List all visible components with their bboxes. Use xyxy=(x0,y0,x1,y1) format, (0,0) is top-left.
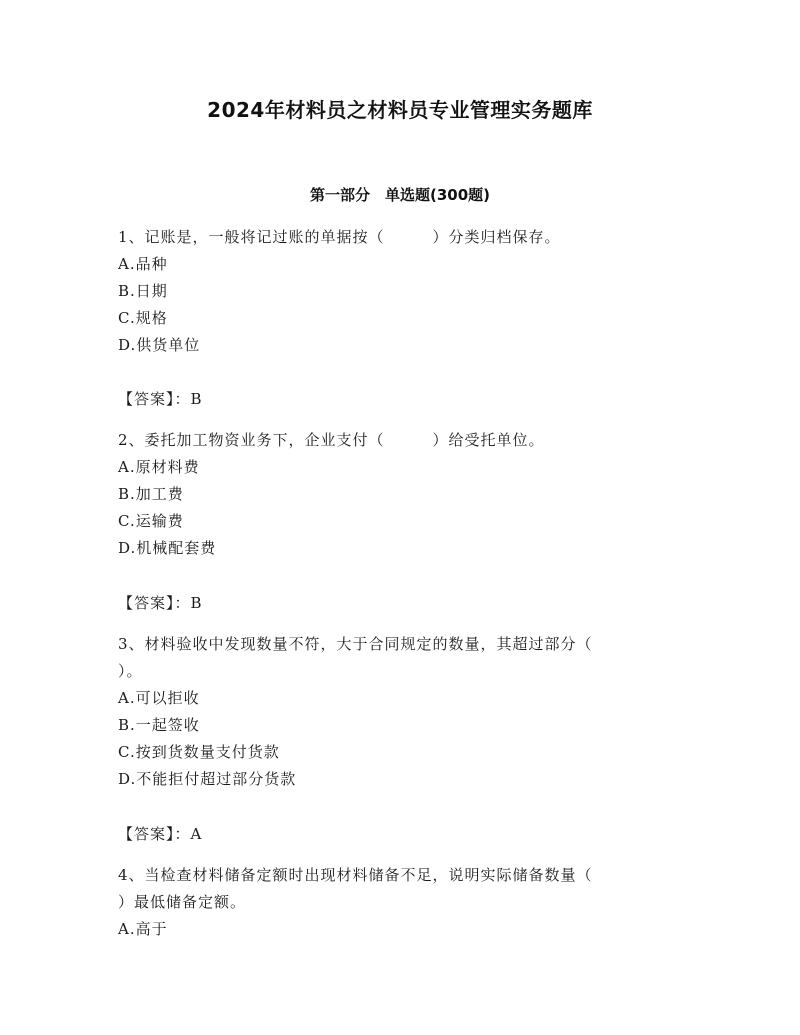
question-1-stem: 1、记账是，一般将记过账的单据按（ ）分类归档保存。 xyxy=(118,228,561,246)
question-2-option-d: D.机械配套费 xyxy=(118,539,217,557)
question-1-option-b: B.日期 xyxy=(118,282,168,300)
question-3-option-d: D.不能拒付超过部分货款 xyxy=(118,770,297,788)
question-3-stem-line-1: 3、材料验收中发现数量不符，大于合同规定的数量，其超过部分（ xyxy=(118,635,593,653)
question-3-stem-line-2: ）。 xyxy=(118,662,143,680)
question-4-stem-line-1: 4、当检查材料储备定额时出现材料储备不足，说明实际储备数量（ xyxy=(118,866,593,884)
document-title: 2024年材料员之材料员专业管理实务题库 xyxy=(207,98,593,122)
question-2-answer: 【答案】：B xyxy=(118,594,203,612)
question-2-stem: 2、委托加工物资业务下，企业支付（ ）给受托单位。 xyxy=(118,431,545,449)
section-title: 第一部分 单选题(300题) xyxy=(309,186,491,204)
question-2-option-b: B.加工费 xyxy=(118,485,184,503)
question-3-option-c: C.按到货数量支付货款 xyxy=(118,743,280,761)
question-3-option-a: A.可以拒收 xyxy=(118,689,200,707)
question-3-answer: 【答案】：A xyxy=(118,825,203,843)
question-4-option-a: A.高于 xyxy=(118,920,168,938)
question-4-stem-line-2: ）最低储备定额。 xyxy=(118,893,247,911)
question-1-option-c: C.规格 xyxy=(118,309,168,327)
question-1-answer: 【答案】：B xyxy=(118,390,203,408)
question-1-option-d: D.供货单位 xyxy=(118,336,201,354)
question-2-option-c: C.运输费 xyxy=(118,512,184,530)
question-2-option-a: A.原材料费 xyxy=(118,458,200,476)
question-1-option-a: A.品种 xyxy=(118,255,168,273)
question-3-option-b: B.一起签收 xyxy=(118,716,200,734)
